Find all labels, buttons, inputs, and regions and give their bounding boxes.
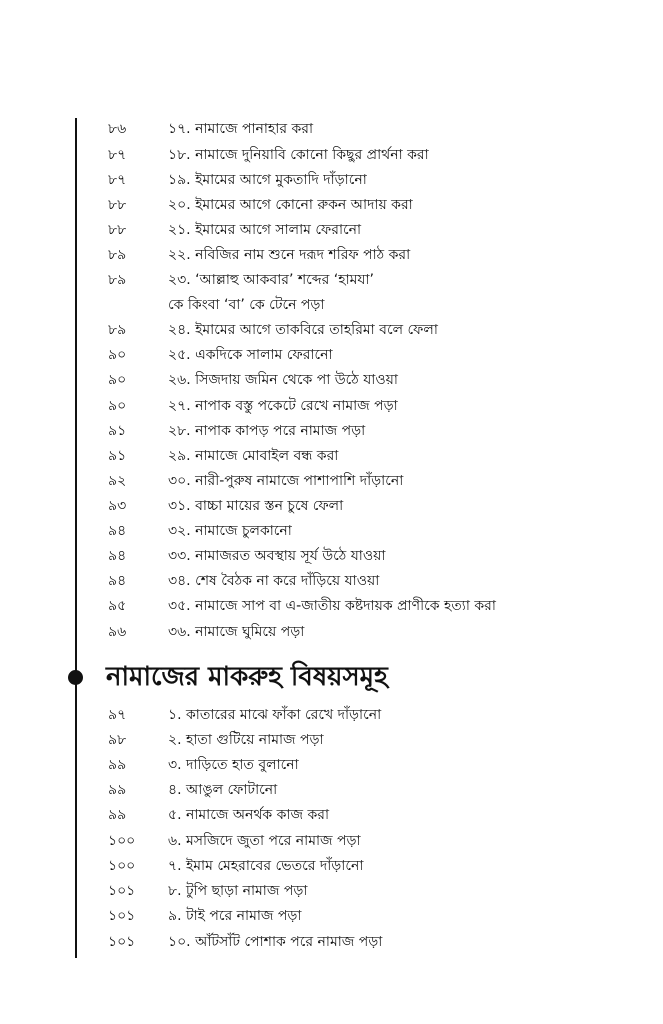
entry-title: ১৮. নামাজে দুনিয়াবি কোনো কিছুর প্রার্থনা করা (168, 147, 429, 163)
margin-rule (75, 118, 77, 958)
entry-title: ২১. ইমামের আগে সালাম ফেরানো (168, 222, 362, 238)
entry-title: ২৯. নামাজে মোবাইল বন্ধ করা (168, 448, 339, 464)
entry-title: ৪. আঙুল ফোটানো (168, 782, 278, 798)
entry-title: ৩১. বাচ্চা মায়ের স্তন চুষে ফেলা (168, 498, 344, 514)
page-number: ৯০ (108, 398, 127, 414)
page-number: ৯৪ (108, 548, 127, 564)
page-number: ৯৮ (108, 732, 127, 748)
entry-title: ১৯. ইমামের আগে মুকতাদি দাঁড়ানো (168, 172, 367, 188)
page-number: ৮৭ (108, 147, 127, 163)
page-number: ৮৭ (108, 172, 127, 188)
entry-title: ২২. নবিজির নাম শুনে দরূদ শরিফ পাঠ করা (168, 247, 411, 263)
entry-title: ২০. ইমামের আগে কোনো রুকন আদায় করা (168, 197, 413, 213)
entry-title: ২. হাতা গুটিয়ে নামাজ পড়া (168, 732, 324, 748)
page-number: ১০০ (108, 858, 136, 874)
page-number: ৯৫ (108, 598, 127, 614)
page-number: ৯২ (108, 473, 127, 489)
page-number: ৯৩ (108, 498, 127, 514)
page-number: ৯৬ (108, 624, 127, 640)
entry-title: ৩. দাড়িতে হাত বুলানো (168, 757, 299, 773)
page-number: ১০১ (108, 934, 136, 950)
page-number: ৮৮ (108, 197, 127, 213)
page-number: ৯৪ (108, 523, 127, 539)
section-heading: নামাজের মাকরুহ বিষয়সমূহ (106, 662, 388, 692)
entry-title: ২৬. সিজদায় জমিন থেকে পা উঠে যাওয়া (168, 372, 398, 388)
entry-title: ৩৫. নামাজে সাপ বা এ-জাতীয় কষ্টদায়ক প্রাণীকে হত্যা করা (168, 598, 496, 614)
page-number: ৮৯ (108, 272, 127, 288)
entry-title: ২৫. একদিকে সালাম ফেরানো (168, 347, 333, 363)
page-number: ৯৯ (108, 807, 127, 823)
page-number: ৯৯ (108, 757, 127, 773)
page-number: ৮৬ (108, 121, 127, 137)
entry-title: ৩৩. নামাজরত অবস্থায় সূর্য উঠে যাওয়া (168, 548, 386, 564)
page-number: ৯০ (108, 347, 127, 363)
entry-title: ৩৬. নামাজে ঘুমিয়ে পড়া (168, 624, 305, 640)
page-number: ৯৭ (108, 707, 127, 723)
page-number: ৮৯ (108, 247, 127, 263)
page-number: ৯০ (108, 372, 127, 388)
entry-title: ১০. আঁটসাঁট পোশাক পরে নামাজ পড়া (168, 934, 383, 950)
page-number: ৯৯ (108, 782, 127, 798)
entry-title: ২৮. নাপাক কাপড় পরে নামাজ পড়া (168, 423, 366, 439)
section-bullet (68, 670, 83, 685)
entry-title: ১৭. নামাজে পানাহার করা (168, 121, 314, 137)
entry-title: ১. কাতারের মাঝে ফাঁকা রেখে দাঁড়ানো (168, 707, 382, 723)
page-number: ৯১ (108, 448, 127, 464)
entry-title: ২৩. ‘আল্লাহু আকবার’ শব্দের ‘হামযা’ (168, 272, 374, 288)
entry-title: ৮. টুপি ছাড়া নামাজ পড়া (168, 883, 308, 899)
page-number: ১০১ (108, 908, 136, 924)
entry-title: ৭. ইমাম মেহরাবের ভেতরে দাঁড়ানো (168, 858, 364, 874)
entry-title: কে কিংবা ‘বা’ কে টেনে পড়া (168, 297, 325, 313)
entry-title: ৩২. নামাজে চুলকানো (168, 523, 292, 539)
page-number: ১০০ (108, 833, 136, 849)
entry-title: ২৪. ইমামের আগে তাকবিরে তাহরিমা বলে ফেলা (168, 322, 438, 338)
page-number: ৮৯ (108, 322, 127, 338)
entry-title: ৫. নামাজে অনর্থক কাজ করা (168, 807, 330, 823)
entry-title: ২৭. নাপাক বস্তু পকেটে রেখে নামাজ পড়া (168, 398, 398, 414)
entry-title: ৩৪. শেষ বৈঠক না করে দাঁড়িয়ে যাওয়া (168, 573, 380, 589)
entry-title: ৯. টাই পরে নামাজ পড়া (168, 908, 302, 924)
page-number: ৮৮ (108, 222, 127, 238)
page-number: ৯১ (108, 423, 127, 439)
entry-title: ৩০. নারী-পুরুষ নামাজে পাশাপাশি দাঁড়ানো (168, 473, 404, 489)
page-number: ৯৪ (108, 573, 127, 589)
page-number: ১০১ (108, 883, 136, 899)
entry-title: ৬. মসজিদে জুতা পরে নামাজ পড়া (168, 833, 361, 849)
